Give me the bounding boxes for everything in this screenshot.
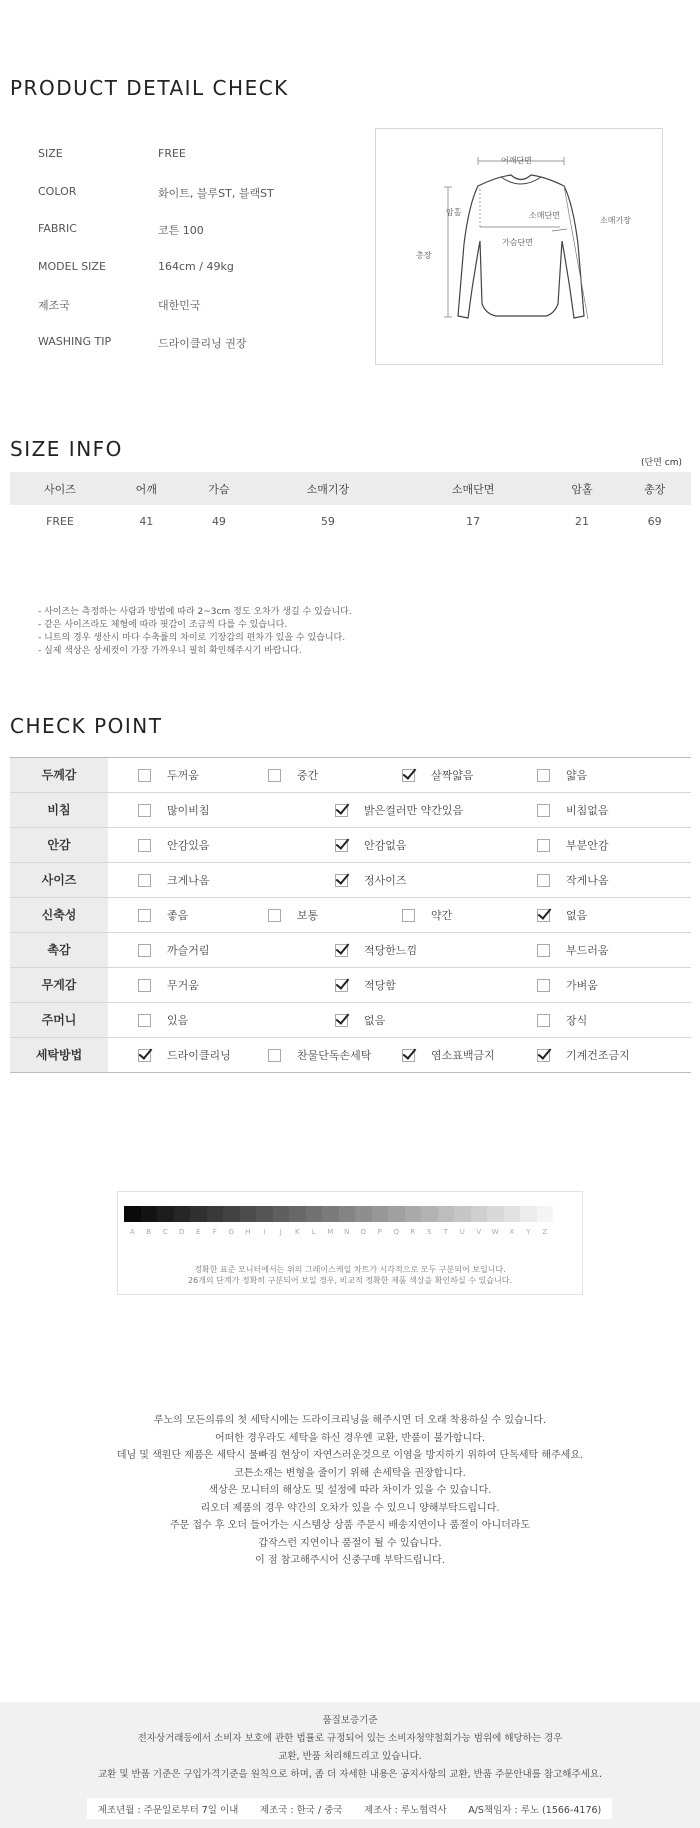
check-option — [138, 863, 210, 897]
check-option — [268, 758, 318, 792]
spec-row — [38, 297, 338, 311]
unchecked-box-icon — [138, 769, 151, 782]
grayscale-letter: J — [279, 1228, 282, 1236]
check-option-label: 정사이즈 — [364, 874, 407, 887]
size-note: - 실제 색상은 상세컷이 가장 가까우니 필히 확인해주시기 바랍니다. — [38, 646, 302, 656]
grayscale-swatch — [487, 1206, 504, 1222]
grayscale-letter: C — [162, 1228, 168, 1236]
unchecked-box-icon — [537, 979, 550, 992]
grayscale-swatch — [157, 1206, 174, 1222]
grayscale-letter: Q — [393, 1228, 399, 1236]
check-option-label: 장식 — [566, 1014, 588, 1027]
grayscale-letter: T — [443, 1228, 448, 1236]
check-option — [335, 863, 407, 897]
unchecked-box-icon — [537, 804, 550, 817]
notice-line: 코튼소재는 변형을 줄이기 위해 손세탁을 권장합니다. — [234, 1467, 466, 1479]
footer-text — [0, 1712, 700, 1784]
grayscale-swatch — [454, 1206, 471, 1222]
size-column-header: 사이즈 — [10, 472, 110, 505]
check-option-label: 좋음 — [167, 909, 189, 922]
grayscale-letter: W — [491, 1228, 499, 1236]
footer-info-item: 제조국 : 한국 / 중국 — [259, 1804, 343, 1816]
check-option-label: 염소표백금지 — [431, 1049, 495, 1062]
size-column-header: 총장 — [618, 472, 691, 505]
check-option-label: 살짝얇음 — [431, 769, 474, 782]
grayscale-letter: H — [245, 1228, 251, 1236]
unchecked-box-icon — [138, 1014, 151, 1027]
check-option-label: 무거움 — [167, 979, 199, 992]
check-option-label: 까슬거림 — [167, 944, 210, 957]
spec-key: SIZE — [38, 147, 63, 160]
check-option — [537, 793, 609, 827]
size-column-header: 어깨 — [110, 472, 183, 505]
check-point-label: 주머니 — [10, 1003, 108, 1037]
size-cell: 69 — [647, 515, 662, 528]
grayscale-swatch — [207, 1206, 224, 1222]
check-option — [537, 898, 587, 932]
spec-value: 화이트, 블루ST, 블랙ST — [158, 186, 274, 200]
unchecked-box-icon — [138, 979, 151, 992]
grayscale-letter: V — [476, 1228, 482, 1236]
grayscale-swatch — [421, 1206, 438, 1222]
grayscale-letter: M — [327, 1228, 334, 1236]
unchecked-box-icon — [268, 769, 281, 782]
grayscale-swatch — [355, 1206, 372, 1222]
check-point-row — [10, 898, 691, 933]
footer-info-bar — [87, 1798, 612, 1819]
footer-line: 교환, 반품 처리해드리고 있습니다. — [278, 1751, 422, 1762]
check-point-heading: CHECK POINT — [10, 714, 163, 738]
check-option-label: 안감없음 — [364, 839, 407, 852]
grayscale-swatch — [240, 1206, 257, 1222]
notice-line: 루노의 모든의류의 첫 세탁시에는 드라이크리닝을 해주시면 더 오래 착용하실 수 있습니다. — [153, 1415, 547, 1426]
grayscale-swatch — [141, 1206, 158, 1222]
check-option — [138, 968, 199, 1002]
size-column-header: 가슴 — [183, 472, 256, 505]
check-option — [138, 1038, 231, 1072]
check-option-label: 두꺼움 — [167, 769, 199, 782]
spec-row — [38, 222, 338, 236]
check-point-row — [10, 1003, 691, 1038]
notice-line: 갑작스런 지연이나 품절이 될 수 있습니다. — [258, 1537, 442, 1549]
check-option — [138, 828, 210, 862]
checked-box-icon — [537, 1049, 550, 1062]
check-option-label: 부드러움 — [566, 944, 609, 957]
check-option — [537, 968, 598, 1002]
size-info-heading: SIZE INFO — [10, 437, 123, 461]
grayscale-chart — [117, 1191, 583, 1295]
spec-key: MODEL SIZE — [38, 259, 106, 273]
grayscale-note-line: 26개의 단계가 정확히 구분되어 보일 경우, 비교적 정확한 제품 색상을 확인하실 수 있습니다. — [188, 1276, 512, 1285]
unchecked-box-icon — [138, 874, 151, 887]
check-option — [138, 933, 210, 967]
grayscale-swatch — [405, 1206, 422, 1222]
check-option — [537, 1038, 630, 1072]
grayscale-letter: G — [228, 1228, 234, 1236]
check-option — [402, 758, 474, 792]
care-notice — [0, 1412, 700, 1570]
unchecked-box-icon — [402, 909, 415, 922]
notice-line: 리오더 제품의 경우 약간의 오차가 있을 수 있으니 양해부탁드립니다. — [200, 1502, 500, 1514]
notice-line: 색상은 모니터의 해상도 및 설정에 따라 차이가 있을 수 있습니다. — [208, 1485, 492, 1496]
unchecked-box-icon — [268, 909, 281, 922]
grayscale-letter: P — [377, 1228, 382, 1236]
check-option-label: 안감있음 — [167, 839, 210, 852]
check-point-row — [10, 933, 691, 968]
spec-row — [38, 147, 338, 161]
check-option — [537, 1003, 587, 1037]
grayscale-letter: F — [212, 1228, 217, 1236]
spec-value: 164cm / 49kg — [158, 259, 234, 273]
check-option-label: 기계건조금지 — [566, 1049, 630, 1062]
check-option — [402, 1038, 495, 1072]
grayscale-letter: B — [146, 1228, 152, 1236]
check-point-row — [10, 968, 691, 1003]
size-notes — [38, 606, 352, 658]
diagram-label-sleeve-width: 소매단면 — [529, 211, 560, 220]
check-point-row — [10, 828, 691, 863]
check-option-label: 적당함 — [364, 979, 396, 992]
grayscale-swatch — [339, 1206, 356, 1222]
size-diagram — [375, 128, 663, 365]
checked-box-icon — [335, 979, 348, 992]
spec-value: FREE — [158, 147, 186, 160]
grayscale-swatch — [537, 1206, 554, 1222]
quality-guarantee-footer — [0, 1702, 700, 1828]
grayscale-swatch — [256, 1206, 273, 1222]
grayscale-swatch — [190, 1206, 207, 1222]
unchecked-box-icon — [138, 839, 151, 852]
size-column-header: 암홀 — [546, 472, 619, 505]
check-option-label: 많이비침 — [167, 804, 210, 817]
footer-info-item: A/S책임자 : 루노 (1566-4176) — [468, 1804, 602, 1816]
check-option-label: 없음 — [566, 909, 588, 922]
grayscale-swatch — [322, 1206, 339, 1222]
check-option-label: 가벼움 — [566, 979, 598, 992]
check-point-label: 무게감 — [10, 968, 108, 1002]
check-option-label: 드라이클리닝 — [167, 1049, 231, 1062]
check-option — [335, 968, 396, 1002]
notice-line: 어떠한 경우라도 세탁을 하신 경우엔 교환, 반품이 불가합니다. — [214, 1432, 486, 1444]
check-point-row — [10, 863, 691, 898]
size-unit: (단면 cm) — [641, 458, 682, 468]
size-column-header: 소매단면 — [400, 472, 545, 505]
unchecked-box-icon — [537, 769, 550, 782]
check-option-label: 작게나옴 — [566, 874, 609, 887]
grayscale-letter: D — [179, 1228, 185, 1236]
unchecked-box-icon — [138, 804, 151, 817]
check-point-row — [10, 793, 691, 828]
grayscale-letter: R — [410, 1228, 416, 1236]
check-option-label: 찬물단독손세탁 — [297, 1049, 372, 1062]
check-point-label: 신축성 — [10, 898, 108, 932]
check-option — [268, 1038, 371, 1072]
check-option — [537, 863, 609, 897]
check-option — [138, 898, 188, 932]
check-option — [268, 898, 318, 932]
checked-box-icon — [335, 874, 348, 887]
check-option — [335, 793, 463, 827]
checked-box-icon — [335, 804, 348, 817]
check-option-label: 비침없음 — [566, 804, 609, 817]
footer-line: 교환 및 반품 기준은 구입가격기준을 원칙으로 하며, 좀 더 자세한 내용은 공지사항의 교환, 반품 주문안내를 참고해주세요. — [97, 1769, 603, 1780]
grayscale-swatch — [174, 1206, 191, 1222]
footer-title: 품질보증기준 — [322, 1715, 378, 1726]
checked-box-icon — [335, 944, 348, 957]
spec-value: 대한민국 — [158, 299, 201, 312]
grayscale-swatch — [388, 1206, 405, 1222]
grayscale-letter: K — [294, 1228, 300, 1236]
check-point-label: 촉감 — [10, 933, 108, 967]
unchecked-box-icon — [268, 1049, 281, 1062]
spec-value: 코튼 100 — [158, 224, 204, 237]
check-option-label: 밝은컬러만 약간있음 — [364, 804, 464, 817]
unchecked-box-icon — [138, 909, 151, 922]
check-point-row — [10, 758, 691, 793]
check-option-label: 있음 — [167, 1014, 189, 1027]
size-table — [10, 472, 691, 538]
checked-box-icon — [335, 839, 348, 852]
check-option — [335, 1003, 385, 1037]
grayscale-swatch — [504, 1206, 521, 1222]
grayscale-letter: O — [360, 1228, 366, 1236]
grayscale-letter: L — [311, 1228, 316, 1236]
grayscale-note — [118, 1264, 582, 1286]
grayscale-note-line: 정확한 표준 모니터에서는 위의 그레이스케일 차트가 시각적으로 모두 구분되어 보입니다. — [194, 1265, 506, 1274]
checked-box-icon — [402, 769, 415, 782]
grayscale-letter: U — [459, 1228, 465, 1236]
check-point-label: 세탁방법 — [10, 1038, 108, 1072]
grayscale-letter: N — [344, 1228, 350, 1236]
spec-key: 제조국 — [38, 299, 70, 312]
size-column-header: 소매기장 — [255, 472, 400, 505]
check-point-label: 비침 — [10, 793, 108, 827]
check-option — [138, 758, 199, 792]
spec-row — [38, 185, 338, 199]
check-option — [537, 828, 609, 862]
check-option — [537, 933, 609, 967]
check-option-label: 보통 — [297, 909, 319, 922]
grayscale-swatch — [438, 1206, 455, 1222]
size-table-header — [10, 472, 691, 505]
check-option — [138, 1003, 188, 1037]
unchecked-box-icon — [537, 874, 550, 887]
check-option-label: 없음 — [364, 1014, 386, 1027]
size-cell: 59 — [320, 515, 335, 528]
grayscale-letter: Z — [542, 1228, 548, 1236]
size-cell: 41 — [139, 515, 154, 528]
checked-box-icon — [138, 1049, 151, 1062]
size-cell: 49 — [211, 515, 226, 528]
diagram-label-sleeve-length: 소매기장 — [600, 216, 631, 225]
spec-row — [38, 335, 338, 349]
check-point-table — [10, 757, 691, 1073]
check-option-label: 중간 — [297, 769, 319, 782]
spec-key: FABRIC — [38, 222, 77, 235]
check-option-label: 적당한느낌 — [364, 944, 418, 957]
spec-value: 드라이클리닝 권장 — [158, 336, 247, 350]
checked-box-icon — [335, 1014, 348, 1027]
product-detail-heading: PRODUCT DETAIL CHECK — [10, 76, 289, 100]
check-point-label: 안감 — [10, 828, 108, 862]
spec-key: WASHING TIP — [38, 334, 112, 348]
check-option — [335, 933, 417, 967]
size-cell: 17 — [466, 515, 481, 528]
grayscale-swatch — [223, 1206, 240, 1222]
grayscale-swatch — [372, 1206, 389, 1222]
diagram-label-shoulder: 어깨단면 — [501, 156, 532, 165]
diagram-label-total-length: 총장 — [416, 251, 432, 260]
size-cell: FREE — [46, 515, 74, 528]
grayscale-swatch — [273, 1206, 290, 1222]
checked-box-icon — [402, 1049, 415, 1062]
grayscale-swatch — [306, 1206, 323, 1222]
grayscale-swatch — [520, 1206, 537, 1222]
diagram-label-armhole: 암홀 — [446, 208, 462, 217]
check-point-label: 두께감 — [10, 758, 108, 792]
footer-info-item: 제조년월 : 주문일로부터 7일 이내 — [97, 1804, 239, 1816]
spec-row — [38, 260, 338, 274]
unchecked-box-icon — [138, 944, 151, 957]
unchecked-box-icon — [537, 944, 550, 957]
spec-key: COLOR — [38, 184, 77, 198]
footer-info-item: 제조사 : 루노협력사 — [364, 1804, 447, 1816]
grayscale-letter: A — [129, 1228, 135, 1236]
check-option-label: 크게나옴 — [167, 874, 210, 887]
checked-box-icon — [537, 909, 550, 922]
unchecked-box-icon — [537, 839, 550, 852]
notice-line: 데님 및 색원단 제품은 세탁시 물빠짐 현상이 자연스러운것으로 이염을 방지하기 위하여 단독세탁 해주세요. — [116, 1450, 584, 1461]
check-option — [335, 828, 407, 862]
size-note: - 사이즈는 측정하는 사람과 방법에 따라 2~3cm 정도 오차가 생길 수 있습니다. — [38, 607, 352, 617]
footer-line: 전자상거래등에서 소비자 보호에 관한 법률로 규정되어 있는 소비자청약철회가능 범위에 해당하는 경우 — [137, 1733, 563, 1744]
grayscale-letter: X — [509, 1228, 515, 1236]
grayscale-swatch — [289, 1206, 306, 1222]
check-point-row — [10, 1038, 691, 1073]
size-row — [10, 505, 691, 538]
check-option — [537, 758, 587, 792]
notice-line: 주문 접수 후 오더 들어가는 시스템상 상품 주문시 배송지연이나 품절이 아니더라도 — [169, 1520, 531, 1531]
grayscale-letter: S — [427, 1228, 432, 1236]
notice-line: 이 점 참고해주시어 신중구매 부탁드립니다. — [255, 1555, 445, 1566]
grayscale-letter: Y — [526, 1228, 531, 1236]
check-point-label: 사이즈 — [10, 863, 108, 897]
unchecked-box-icon — [537, 1014, 550, 1027]
check-option — [402, 898, 452, 932]
check-option — [138, 793, 210, 827]
grayscale-letter: E — [196, 1228, 201, 1236]
size-note: - 같은 사이즈라도 체형에 따라 핏감이 조금씩 다를 수 있습니다. — [38, 620, 288, 630]
grayscale-swatch — [471, 1206, 488, 1222]
grayscale-swatch — [124, 1206, 141, 1222]
grayscale-letter: I — [263, 1228, 266, 1236]
check-option-label: 약간 — [431, 909, 453, 922]
size-cell: 21 — [575, 515, 589, 528]
size-note: - 니트의 경우 생산시 마다 수축률의 차이로 기장감의 편차가 있을 수 있습니다. — [38, 633, 346, 643]
check-option-label: 부분안감 — [566, 839, 609, 852]
check-option-label: 얇음 — [566, 769, 588, 782]
diagram-label-chest: 가슴단면 — [502, 238, 533, 247]
